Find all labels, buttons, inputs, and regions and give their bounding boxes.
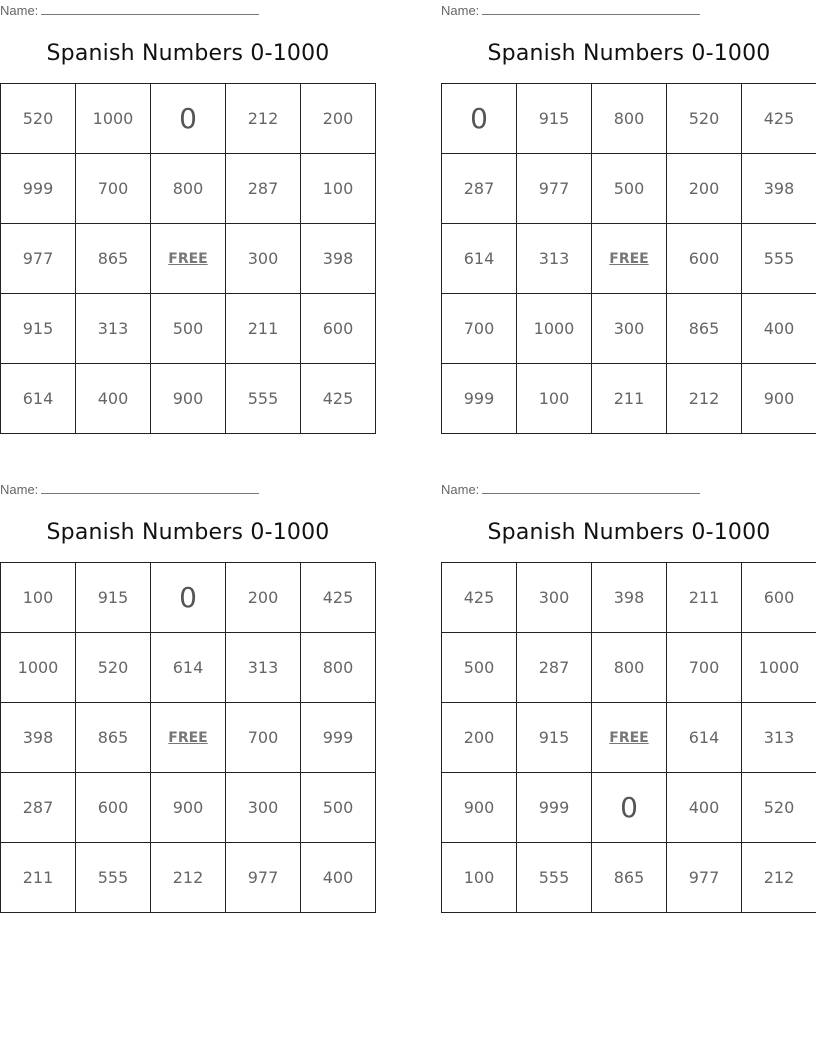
- bingo-cell: 865: [76, 703, 151, 773]
- bingo-cell: 500: [151, 294, 226, 364]
- bingo-cell: 0: [151, 563, 226, 633]
- card-title: Spanish Numbers 0-1000: [46, 520, 330, 545]
- bingo-cell: 977: [226, 843, 301, 913]
- bingo-cell: 400: [667, 773, 742, 843]
- bingo-cell: 211: [592, 364, 667, 434]
- bingo-cell: 865: [76, 224, 151, 294]
- bingo-cell: 700: [76, 154, 151, 224]
- bingo-cell: 800: [592, 84, 667, 154]
- bingo-cell: 100: [442, 843, 517, 913]
- bingo-cell: 200: [667, 154, 742, 224]
- bingo-row: [442, 364, 816, 434]
- bingo-cell: 398: [1, 703, 76, 773]
- bingo-cell: 520: [76, 633, 151, 703]
- bingo-cell: 500: [592, 154, 667, 224]
- bingo-row: [1, 364, 376, 434]
- bingo-cell: 614: [1, 364, 76, 434]
- name-blank-line[interactable]: [482, 482, 700, 494]
- bingo-cell: 1000: [742, 633, 816, 703]
- bingo-cell: 0: [592, 773, 667, 843]
- bingo-cell: 555: [226, 364, 301, 434]
- bingo-cell: 999: [442, 364, 517, 434]
- card-title: Spanish Numbers 0-1000: [46, 41, 330, 66]
- bingo-row: [1, 633, 376, 703]
- bingo-cell: 211: [226, 294, 301, 364]
- bingo-grid: [441, 83, 816, 434]
- bingo-cell: 614: [667, 703, 742, 773]
- bingo-cell: 600: [742, 563, 816, 633]
- bingo-cell: 212: [226, 84, 301, 154]
- bingo-row: [1, 843, 376, 913]
- bingo-cell: 915: [76, 563, 151, 633]
- bingo-cell: 287: [442, 154, 517, 224]
- name-blank-line[interactable]: [41, 3, 259, 15]
- bingo-row: [442, 563, 816, 633]
- bingo-cell: 600: [76, 773, 151, 843]
- bingo-cell: 900: [151, 364, 226, 434]
- free-space-cell: FREE: [151, 224, 226, 294]
- bingo-cell: 915: [517, 84, 592, 154]
- bingo-cell: 400: [742, 294, 816, 364]
- bingo-row: [1, 703, 376, 773]
- bingo-cell: 300: [592, 294, 667, 364]
- bingo-cell: 100: [517, 364, 592, 434]
- bingo-cell: 398: [592, 563, 667, 633]
- bingo-cell: 600: [667, 224, 742, 294]
- bingo-cell: 0: [151, 84, 226, 154]
- bingo-grid: [441, 562, 816, 913]
- bingo-cell: 300: [517, 563, 592, 633]
- bingo-cell: 800: [151, 154, 226, 224]
- card-title: Spanish Numbers 0-1000: [487, 520, 771, 545]
- name-blank-line[interactable]: [41, 482, 259, 494]
- bingo-cell: 865: [592, 843, 667, 913]
- card-title: Spanish Numbers 0-1000: [487, 41, 771, 66]
- bingo-cell: 555: [517, 843, 592, 913]
- bingo-row: [442, 154, 816, 224]
- bingo-cell: 212: [667, 364, 742, 434]
- bingo-cell: 300: [226, 224, 301, 294]
- bingo-cell: 425: [742, 84, 816, 154]
- bingo-cell: 400: [301, 843, 376, 913]
- name-label: Name:: [441, 3, 480, 18]
- bingo-cell: 0: [442, 84, 517, 154]
- bingo-cell: 1000: [517, 294, 592, 364]
- bingo-cell: 520: [1, 84, 76, 154]
- free-space-cell: FREE: [592, 703, 667, 773]
- bingo-cell: 313: [76, 294, 151, 364]
- bingo-row: [1, 563, 376, 633]
- name-field: [0, 482, 259, 497]
- bingo-row: [442, 773, 816, 843]
- bingo-cell: 100: [1, 563, 76, 633]
- bingo-cell: 614: [151, 633, 226, 703]
- bingo-cell: 915: [517, 703, 592, 773]
- bingo-row: [1, 154, 376, 224]
- bingo-cell: 200: [226, 563, 301, 633]
- bingo-row: [1, 224, 376, 294]
- bingo-cell: 900: [151, 773, 226, 843]
- name-field: [0, 3, 259, 18]
- bingo-cell: 425: [301, 563, 376, 633]
- name-label: Name:: [0, 482, 39, 497]
- bingo-cell: 425: [442, 563, 517, 633]
- free-space-cell: FREE: [151, 703, 226, 773]
- bingo-cell: 500: [442, 633, 517, 703]
- bingo-cell: 200: [442, 703, 517, 773]
- bingo-cell: 398: [742, 154, 816, 224]
- bingo-cell: 999: [301, 703, 376, 773]
- bingo-cell: 1000: [76, 84, 151, 154]
- bingo-row: [442, 224, 816, 294]
- bingo-row: [442, 703, 816, 773]
- bingo-row: [1, 84, 376, 154]
- bingo-row: [1, 773, 376, 843]
- bingo-cell: 977: [667, 843, 742, 913]
- bingo-row: [1, 294, 376, 364]
- bingo-cell: 500: [301, 773, 376, 843]
- bingo-row: [442, 843, 816, 913]
- name-field: [441, 482, 700, 497]
- bingo-cell: 287: [1, 773, 76, 843]
- bingo-row: [442, 633, 816, 703]
- bingo-cell: 977: [1, 224, 76, 294]
- bingo-cell: 999: [1, 154, 76, 224]
- bingo-cell: 555: [76, 843, 151, 913]
- bingo-cell: 999: [517, 773, 592, 843]
- bingo-cell: 211: [667, 563, 742, 633]
- bingo-cell: 313: [517, 224, 592, 294]
- bingo-row: [442, 84, 816, 154]
- bingo-cell: 700: [442, 294, 517, 364]
- bingo-cell: 212: [742, 843, 816, 913]
- bingo-cell: 555: [742, 224, 816, 294]
- bingo-cell: 600: [301, 294, 376, 364]
- name-label: Name:: [0, 3, 39, 18]
- bingo-cell: 300: [226, 773, 301, 843]
- bingo-row: [442, 294, 816, 364]
- bingo-cell: 313: [742, 703, 816, 773]
- bingo-cell: 865: [667, 294, 742, 364]
- bingo-cell: 614: [442, 224, 517, 294]
- bingo-cell: 212: [151, 843, 226, 913]
- bingo-cell: 287: [517, 633, 592, 703]
- bingo-cell: 800: [592, 633, 667, 703]
- bingo-cell: 900: [742, 364, 816, 434]
- bingo-grid: [0, 562, 376, 913]
- bingo-cell: 915: [1, 294, 76, 364]
- bingo-cell: 425: [301, 364, 376, 434]
- bingo-cell: 287: [226, 154, 301, 224]
- bingo-cell: 520: [667, 84, 742, 154]
- bingo-cell: 313: [226, 633, 301, 703]
- bingo-cell: 200: [301, 84, 376, 154]
- bingo-cell: 520: [742, 773, 816, 843]
- name-label: Name:: [441, 482, 480, 497]
- bingo-cell: 700: [226, 703, 301, 773]
- bingo-grid: [0, 83, 376, 434]
- bingo-cell: 400: [76, 364, 151, 434]
- bingo-cell: 1000: [1, 633, 76, 703]
- bingo-cell: 900: [442, 773, 517, 843]
- bingo-cell: 398: [301, 224, 376, 294]
- bingo-cell: 800: [301, 633, 376, 703]
- bingo-cell: 211: [1, 843, 76, 913]
- bingo-cell: 700: [667, 633, 742, 703]
- free-space-cell: FREE: [592, 224, 667, 294]
- bingo-cell: 100: [301, 154, 376, 224]
- name-blank-line[interactable]: [482, 3, 700, 15]
- name-field: [441, 3, 700, 18]
- bingo-cell: 977: [517, 154, 592, 224]
